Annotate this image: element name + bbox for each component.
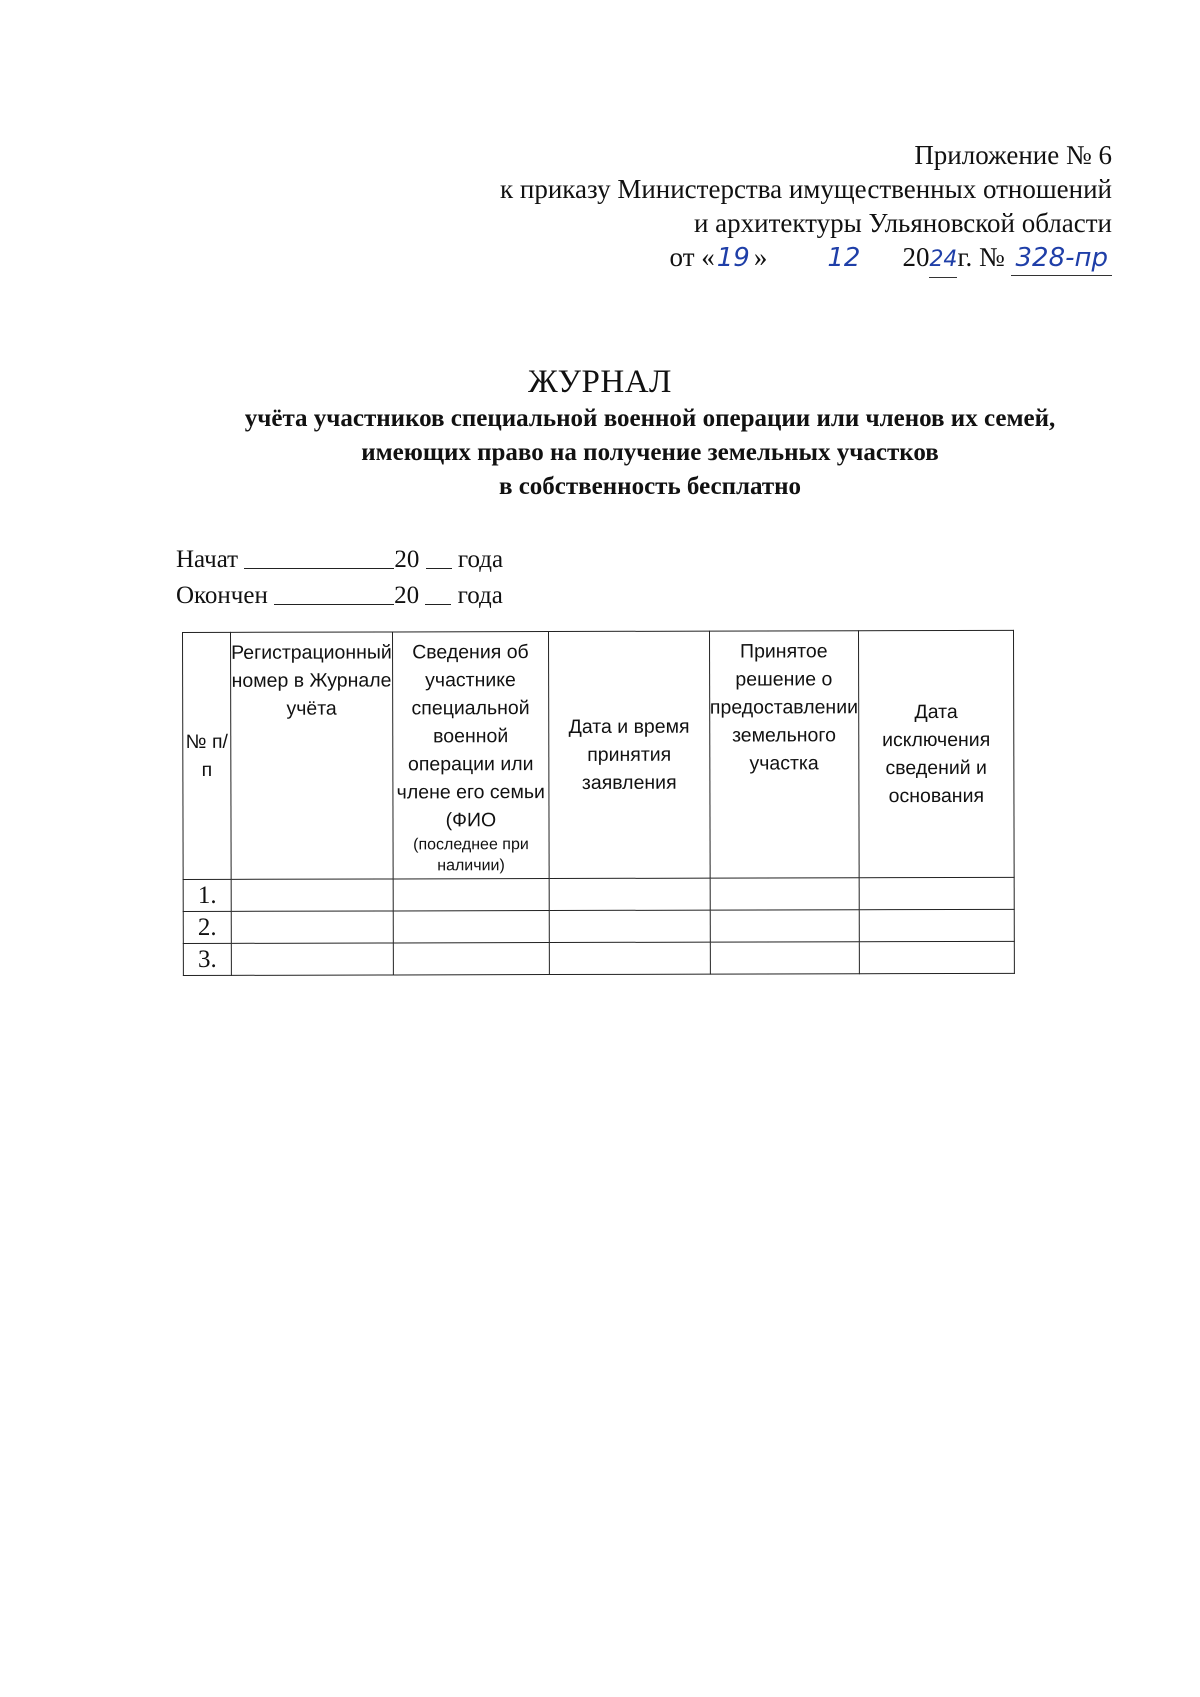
- table-cell: [549, 942, 710, 974]
- started-suffix: года: [457, 546, 504, 573]
- table-header-row: [183, 630, 1015, 879]
- header-decision-label: Принятое решение о предоставлении земельного участка: [709, 640, 858, 775]
- header-exclusion-label: Дата исключения сведений и основания: [882, 700, 991, 808]
- table-cell: [859, 941, 1014, 973]
- header-participant-info: [392, 632, 549, 879]
- subtitle-line-2: имеющих право на получение земельных участков: [361, 439, 939, 466]
- ended-date-blank: [274, 602, 394, 605]
- table-row: [183, 909, 1014, 943]
- table-cell: [393, 943, 549, 975]
- annex-date-line: [500, 240, 1112, 278]
- started-line: [176, 542, 503, 578]
- journal-table: [182, 630, 1015, 976]
- table-cell: [859, 909, 1014, 941]
- number-prefix: г. №: [957, 242, 1005, 272]
- table-cell: [549, 878, 710, 910]
- header-decision: [709, 631, 859, 878]
- header-application-label: Дата и время принятия заявления: [568, 715, 690, 794]
- row-number: 2.: [183, 911, 231, 943]
- table-cell: [549, 910, 710, 942]
- ended-year-blank: [425, 602, 451, 605]
- started-date-blank: [244, 566, 394, 569]
- ended-label: Окончен: [176, 582, 268, 609]
- handwritten-day: 19: [716, 243, 750, 273]
- table-cell: [710, 878, 859, 910]
- subtitle-line-3: в собственность бесплатно: [498, 473, 802, 500]
- row-number: 3.: [183, 943, 231, 975]
- header-number-label: № п/п: [185, 730, 228, 781]
- document-title: ЖУРНАЛ: [528, 364, 672, 400]
- ended-line: [176, 578, 503, 614]
- started-year: 20: [394, 546, 420, 573]
- table-cell: [859, 877, 1014, 909]
- date-close: »: [753, 242, 768, 272]
- header-participant-label: Сведения об участнике специальной военной операции или члене его семьи (ФИО: [396, 641, 545, 832]
- table-cell: [231, 911, 393, 943]
- date-prefix: от «: [669, 242, 715, 272]
- handwritten-order-number: 328-пр: [1011, 241, 1112, 276]
- table-row: [183, 941, 1014, 975]
- table-cell: [710, 910, 859, 942]
- started-label: Начат: [176, 546, 239, 573]
- annex-block: [500, 138, 1112, 278]
- year-prefix: 20: [902, 242, 930, 272]
- row-number: 1.: [183, 879, 231, 911]
- table-cell: [393, 879, 549, 911]
- annex-number: Приложение № 6: [914, 140, 1112, 170]
- table-cell: [393, 911, 549, 943]
- table-cell: [231, 879, 393, 911]
- annex-ministry: и архитектуры Ульяновской области: [693, 208, 1112, 238]
- header-application-date: [549, 631, 710, 878]
- ended-year: 20: [394, 582, 420, 609]
- header-participant-note: (последнее при наличии): [413, 836, 529, 875]
- journal-period: [176, 542, 503, 614]
- subtitle-line-1: учёта участников специальной военной операции или членов их семей,: [244, 405, 1056, 432]
- header-number: [183, 632, 232, 879]
- header-exclusion-date: [858, 630, 1014, 877]
- annex-order-ref: к приказу Министерства имущественных отношений: [500, 174, 1112, 204]
- document-subtitle: [160, 402, 1140, 504]
- header-registration-label: Регистрационный номер в Журнале учёта: [231, 641, 392, 720]
- table-row: [183, 877, 1014, 911]
- ended-suffix: года: [457, 582, 503, 609]
- handwritten-month: 12: [827, 243, 861, 273]
- handwritten-year: 24: [929, 243, 957, 278]
- table-cell: [231, 943, 393, 975]
- table-cell: [710, 942, 859, 974]
- header-registration-number: [231, 632, 393, 879]
- started-year-blank: [426, 566, 452, 569]
